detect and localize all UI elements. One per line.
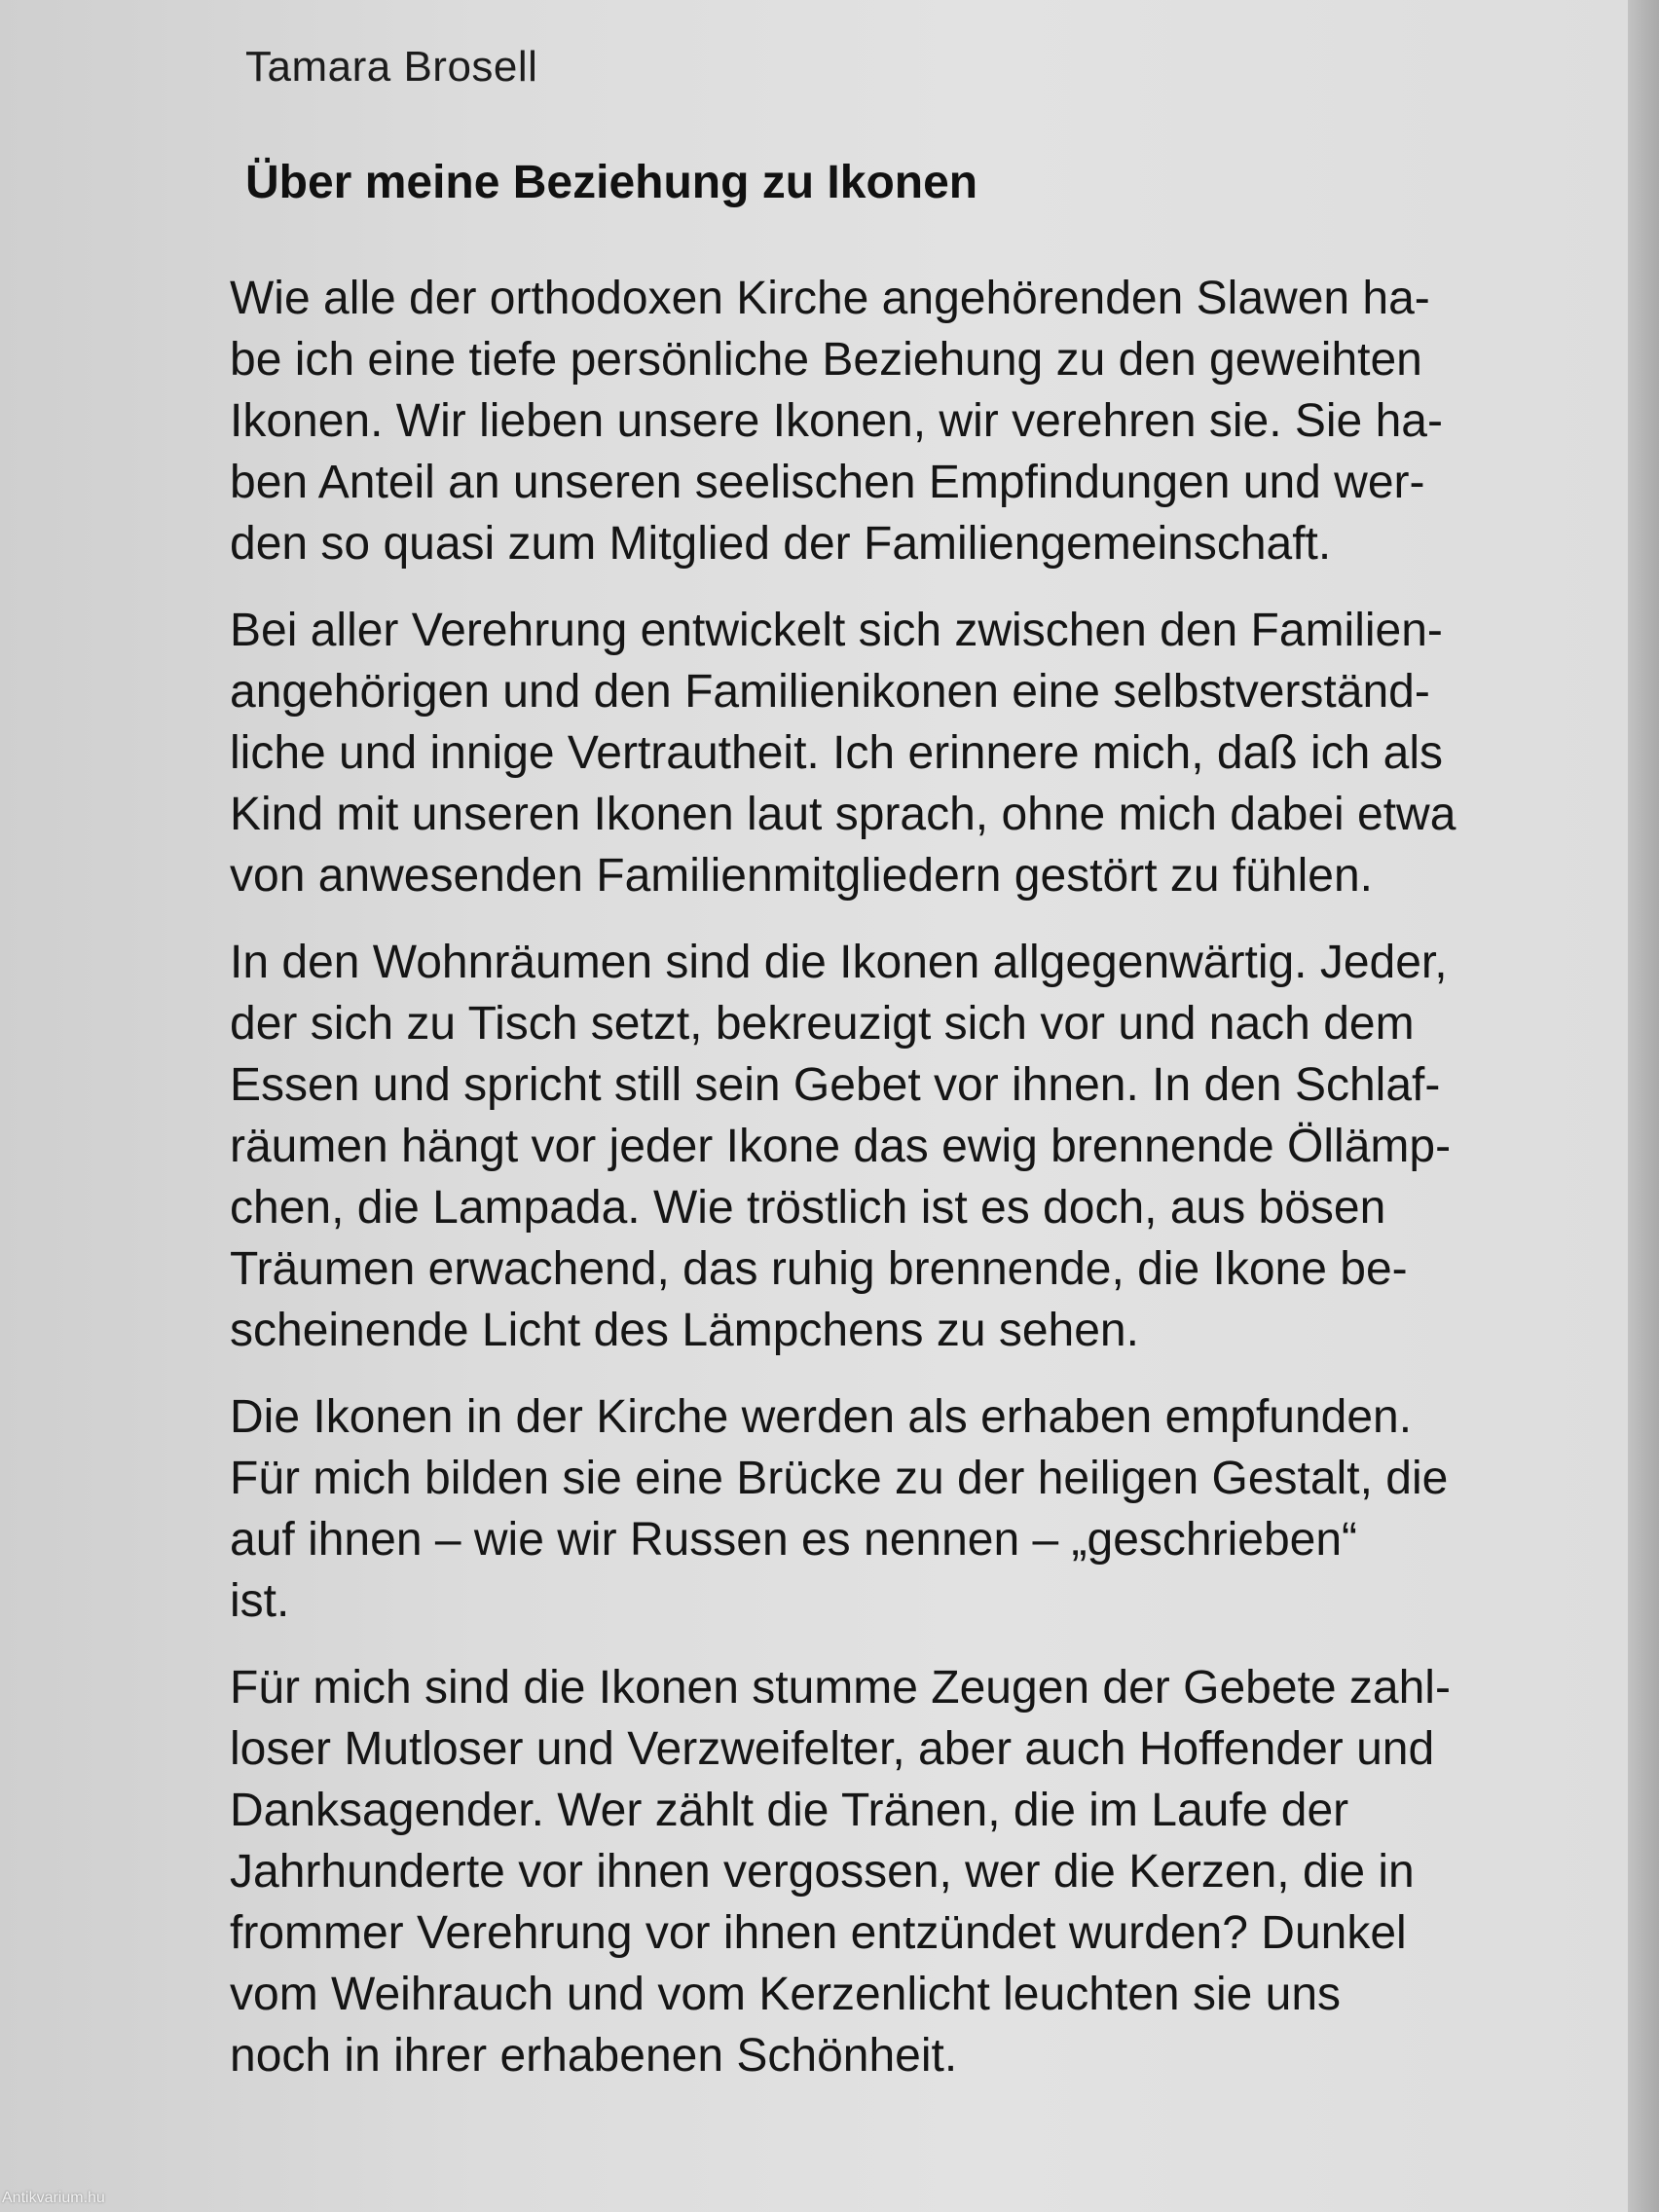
text-line: der sich zu Tisch setzt, bekreuzigt sich vor und nach dem <box>230 998 1415 1050</box>
text-line: vom Weihrauch und vom Kerzenlicht leuchten sie uns <box>230 1969 1342 2020</box>
text-line: Die Ikonen in der Kirche werden als erhaben empfunden. <box>230 1391 1413 1443</box>
page-edge-shadow <box>1628 0 1659 2212</box>
paragraph-2 <box>230 600 1554 906</box>
text-line: Ikonen. Wir lieben unsere Ikonen, wir verehren sie. Sie ha- <box>230 395 1443 447</box>
text-line: räumen hängt vor jeder Ikone das ewig brennende Öllämp- <box>230 1121 1452 1172</box>
paragraph-3 <box>230 932 1554 1361</box>
paragraph-1 <box>230 268 1554 574</box>
paragraph-5 <box>230 1657 1554 2086</box>
text-line: scheinende Licht des Lämpchens zu sehen. <box>230 1305 1139 1356</box>
text-line: Jahrhunderte vor ihnen vergossen, wer die Kerzen, die in <box>230 1846 1415 1898</box>
text-line: Kind mit unseren Ikonen laut sprach, ohne mich dabei etwa <box>230 789 1456 840</box>
text-line: von anwesenden Familienmitgliedern gestört zu fühlen. <box>230 850 1374 902</box>
text-line: chen, die Lampada. Wie tröstlich ist es doch, aus bösen <box>230 1182 1386 1234</box>
watermark: Antikvarium.hu <box>2 2190 105 2206</box>
paragraph-4 <box>230 1386 1554 1632</box>
text-line: loser Mutloser und Verzweifelter, aber auch Hoffender und <box>230 1723 1435 1775</box>
text-line: ben Anteil an unseren seelischen Empfindungen und wer- <box>230 457 1425 508</box>
text-line: Danksagender. Wer zählt die Tränen, die im Laufe der <box>230 1785 1349 1836</box>
text-line: Wie alle der orthodoxen Kirche angehörenden Slawen ha- <box>230 273 1430 324</box>
text-line: angehörigen und den Familienikonen eine selbstverständ- <box>230 666 1430 718</box>
author-name: Tamara Brosell <box>245 43 538 91</box>
body-text <box>230 268 1554 2112</box>
text-line: ist. <box>230 1575 290 1627</box>
text-line: Träumen erwachend, das ruhig brennende, die Ikone be- <box>230 1243 1408 1295</box>
text-line: Essen und spricht still sein Gebet vor ihnen. In den Schlaf- <box>230 1059 1441 1111</box>
text-line: liche und innige Vertrautheit. Ich erinnere mich, daß ich als <box>230 727 1444 779</box>
text-line: be ich eine tiefe persönliche Beziehung zu den geweihten <box>230 334 1422 386</box>
text-line: den so quasi zum Mitglied der Familiengemeinschaft. <box>230 518 1332 570</box>
chapter-title: Über meine Beziehung zu Ikonen <box>245 157 978 208</box>
text-line: noch in ihrer erhabenen Schönheit. <box>230 2030 958 2082</box>
text-line: In den Wohnräumen sind die Ikonen allgegenwärtig. Jeder, <box>230 937 1448 988</box>
text-line: auf ihnen – wie wir Russen es nennen – „geschrieben“ <box>230 1514 1358 1566</box>
text-line: Bei aller Verehrung entwickelt sich zwischen den Familien- <box>230 605 1443 656</box>
text-line: Für mich bilden sie eine Brücke zu der heiligen Gestalt, die <box>230 1453 1449 1504</box>
text-line: frommer Verehrung vor ihnen entzündet wurden? Dunkel <box>230 1907 1407 1959</box>
text-line: Für mich sind die Ikonen stumme Zeugen der Gebete zahl- <box>230 1662 1451 1714</box>
